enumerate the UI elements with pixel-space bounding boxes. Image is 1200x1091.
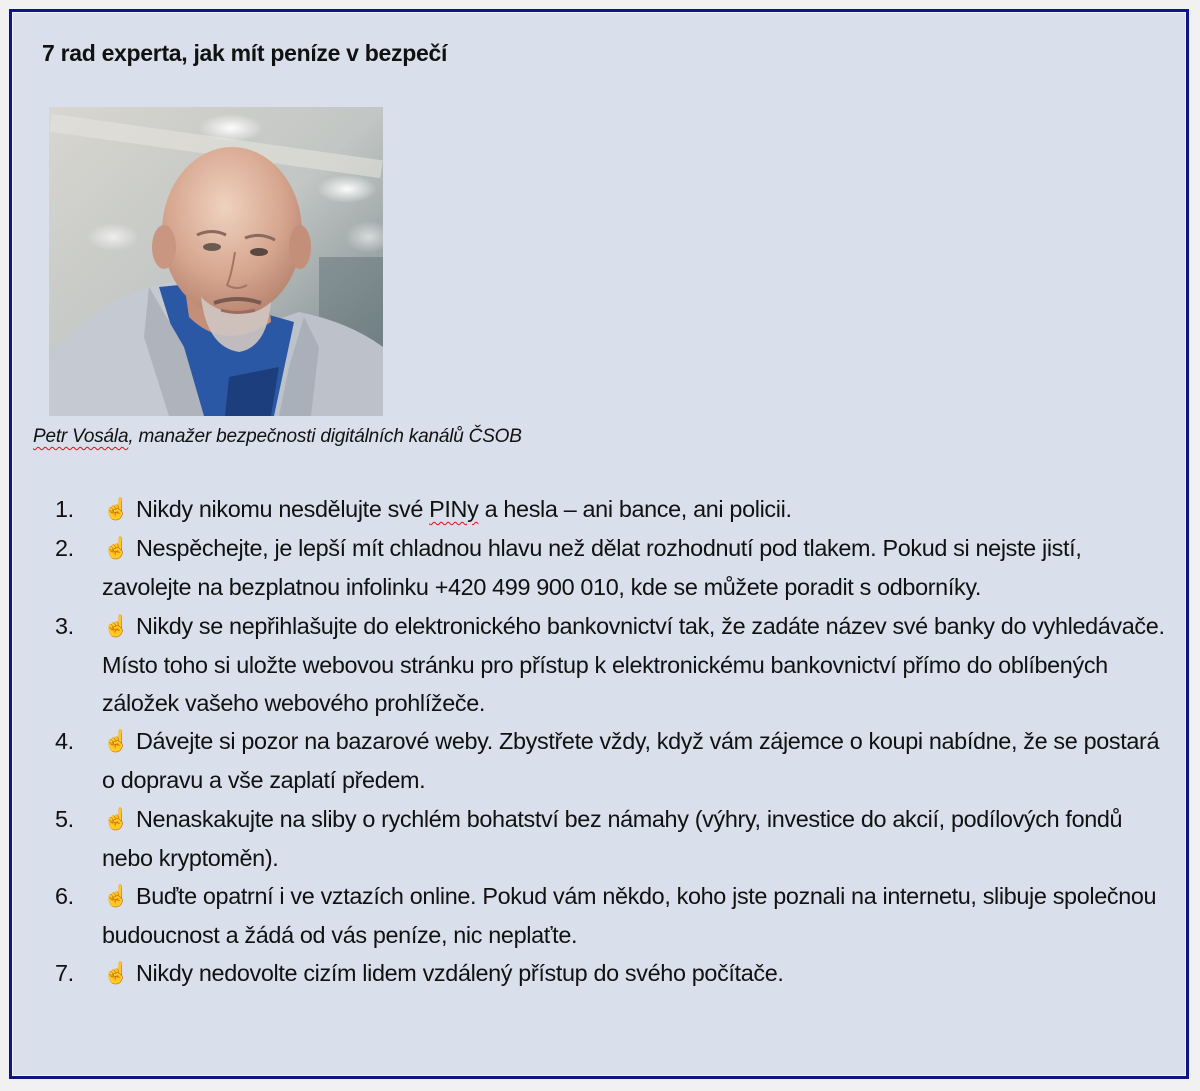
index-pointing-up-icon: ☝: [103, 614, 129, 638]
tip-number: 4.: [55, 728, 74, 755]
index-pointing-up-icon: ☝: [103, 807, 129, 831]
tip-number: 6.: [55, 883, 74, 910]
tip-text: Buďte opatrní i ve vztazích online. Pokud vám někdo, koho jste poznali na internetu, slibuje společnou budoucnost a žádá od vás peníze, nic neplaťte.: [102, 883, 1157, 949]
tip-item: [12, 529, 1186, 606]
tip-item: [12, 607, 1186, 723]
index-pointing-up-icon: ☝: [103, 730, 129, 754]
index-pointing-up-icon: ☝: [103, 962, 129, 986]
caption-role: , manažer bezpečnosti digitálních kanálů ČSOB: [128, 426, 522, 447]
tips-list: [12, 490, 1186, 994]
tip-number: 5.: [55, 805, 74, 832]
tip-text: Dávejte si pozor na bazarové weby. Zbystřete vždy, když vám zájemce o koupi nabídne, že se postará o dopravu a vše zaplatí předem.: [102, 728, 1160, 794]
tip-item: [12, 877, 1186, 954]
tips-card: [9, 9, 1189, 1079]
tip-text-continued: a hesla – ani bance, ani policii.: [478, 496, 792, 522]
caption-name: Petr Vosála: [33, 426, 129, 447]
page-title: 7 rad experta, jak mít peníze v bezpečí: [42, 40, 448, 66]
tip-item: [12, 722, 1186, 799]
spellcheck-flagged-word: PINy: [429, 496, 479, 522]
tip-text: Nikdy nedovolte cizím lidem vzdálený přístup do svého počítače.: [136, 960, 784, 987]
tip-number: 7.: [55, 960, 74, 987]
tip-item: [12, 954, 1186, 993]
portrait-image: [49, 107, 383, 416]
index-pointing-up-icon: ☝: [103, 537, 129, 561]
tip-text: Nikdy nikomu nesdělujte své: [136, 496, 430, 522]
tip-item: [12, 800, 1186, 877]
index-pointing-up-icon: ☝: [103, 885, 129, 909]
tip-text: Nespěchejte, je lepší mít chladnou hlavu než dělat rozhodnutí pod tlakem. Pokud si nejste jistí, zavolejte na bezplatnou infolinku +420 499 900 010, kde se můžete poradit s odborníky.: [102, 535, 1082, 601]
photo-caption: [33, 426, 522, 448]
tip-text: Nenaskakujte na sliby o rychlém bohatství bez námahy (výhry, investice do akcií, podílových fondů nebo kryptoměn).: [102, 805, 1123, 871]
index-pointing-up-icon: ☝: [103, 498, 129, 521]
expert-photo: [49, 107, 383, 416]
tip-number: 3.: [55, 612, 74, 639]
tip-number: 2.: [55, 535, 74, 562]
tip-number: 1.: [55, 496, 74, 522]
tip-item: [12, 490, 1186, 529]
tip-text: Nikdy se nepřihlašujte do elektronického bankovnictví tak, že zadáte název své banky do vyhledávače. Místo toho si uložte webovou stránku pro přístup k elektronickému bankovnictví přímo do oblíbených záložek vašeho webového prohlížeče.: [102, 612, 1165, 717]
